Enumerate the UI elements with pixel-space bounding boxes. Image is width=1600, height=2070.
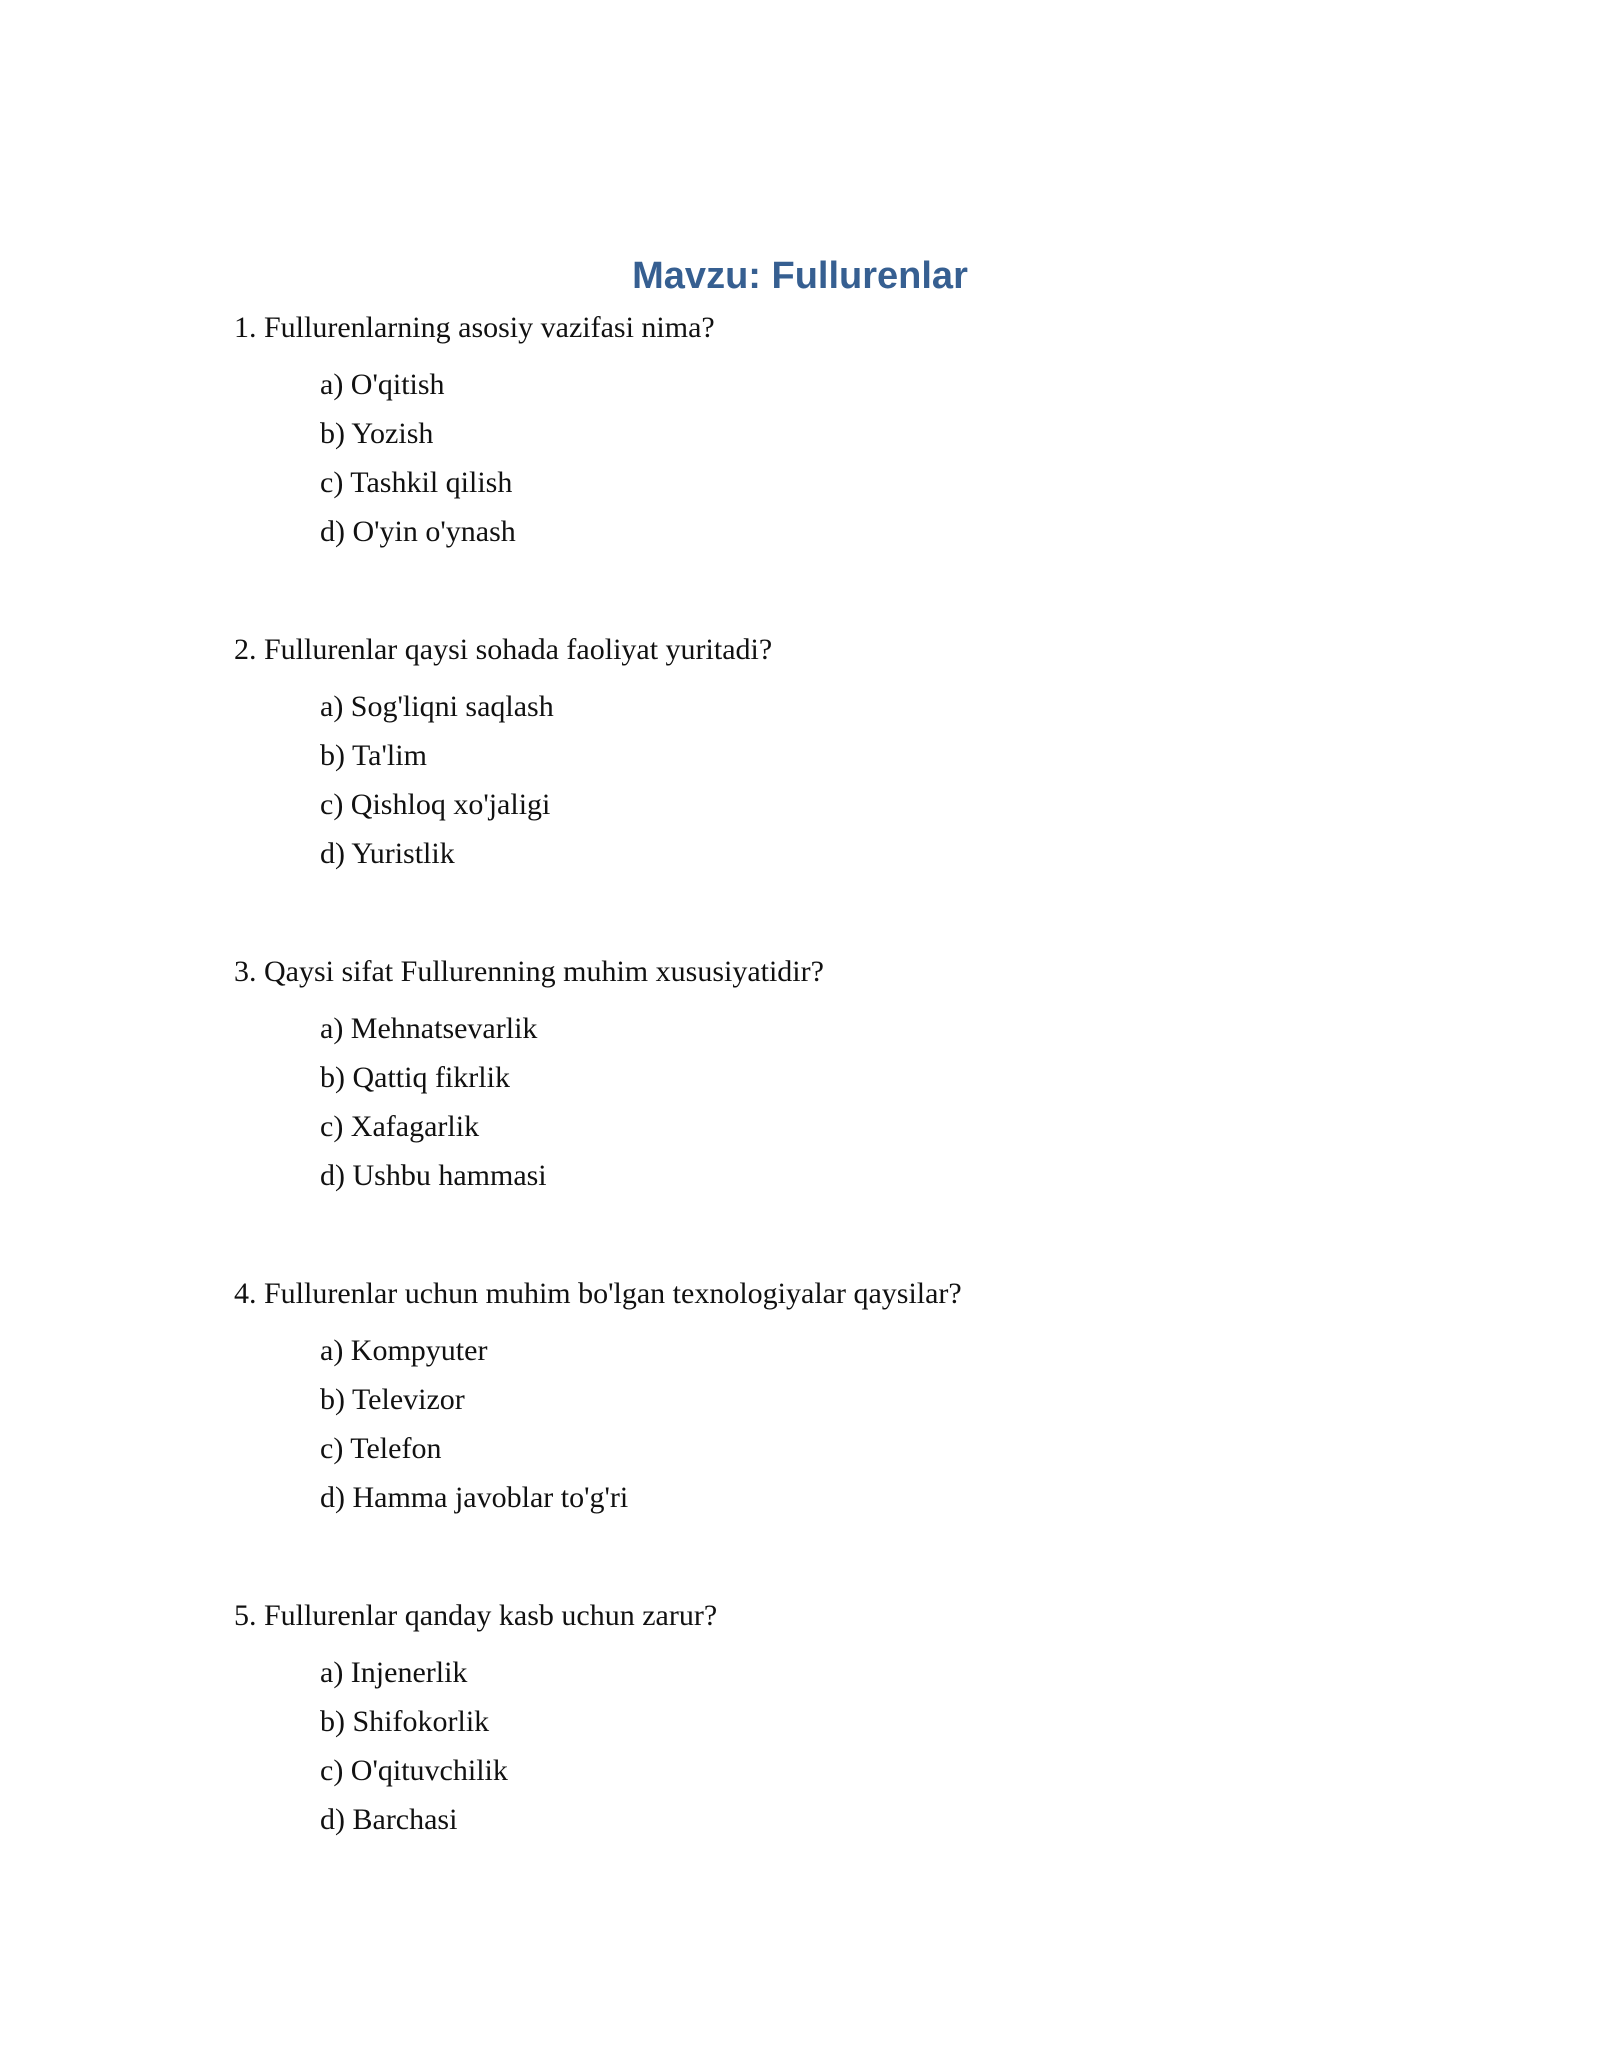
option-d: d) Ushbu hammasi bbox=[320, 1159, 547, 1192]
question-text: 5. Fullurenlar qanday kasb uchun zarur? bbox=[234, 1599, 718, 1632]
question-text: 4. Fullurenlar uchun muhim bo'lgan texnologiyalar qaysilar? bbox=[234, 1277, 962, 1310]
question-4 bbox=[234, 1276, 1434, 1598]
question-3 bbox=[234, 954, 1434, 1276]
option-a: a) O'qitish bbox=[320, 368, 445, 401]
option-list bbox=[320, 1011, 1434, 1194]
page-title: Mavzu: Fullurenlar bbox=[632, 255, 968, 297]
question-5 bbox=[234, 1598, 1434, 1920]
option-d: d) Hamma javoblar to'g'ri bbox=[320, 1481, 629, 1514]
option-c: c) O'qituvchilik bbox=[320, 1754, 508, 1787]
question-1 bbox=[234, 310, 1434, 632]
question-list bbox=[234, 310, 1434, 1920]
option-a: a) Sog'liqni saqlash bbox=[320, 690, 554, 723]
option-d: d) Barchasi bbox=[320, 1803, 458, 1836]
option-a: a) Mehnatsevarlik bbox=[320, 1012, 538, 1045]
option-a: a) Injenerlik bbox=[320, 1656, 468, 1689]
option-c: c) Telefon bbox=[320, 1432, 442, 1465]
question-text: 2. Fullurenlar qaysi sohada faoliyat yuritadi? bbox=[234, 633, 773, 666]
option-c: c) Tashkil qilish bbox=[320, 466, 513, 499]
option-b: b) Yozish bbox=[320, 417, 434, 450]
question-text: 1. Fullurenlarning asosiy vazifasi nima? bbox=[234, 311, 715, 344]
option-b: b) Ta'lim bbox=[320, 739, 427, 772]
option-d: d) O'yin o'ynash bbox=[320, 515, 516, 548]
option-list bbox=[320, 689, 1434, 872]
option-a: a) Kompyuter bbox=[320, 1334, 488, 1367]
option-b: b) Shifokorlik bbox=[320, 1705, 490, 1738]
option-b: b) Televizor bbox=[320, 1383, 465, 1416]
option-list bbox=[320, 1655, 1434, 1838]
option-d: d) Yuristlik bbox=[320, 837, 455, 870]
question-text: 3. Qaysi sifat Fullurenning muhim xususiyatidir? bbox=[234, 955, 824, 988]
question-2 bbox=[234, 632, 1434, 954]
option-b: b) Qattiq fikrlik bbox=[320, 1061, 510, 1094]
option-list bbox=[320, 367, 1434, 550]
option-c: c) Xafagarlik bbox=[320, 1110, 480, 1143]
option-list bbox=[320, 1333, 1434, 1516]
option-c: c) Qishloq xo'jaligi bbox=[320, 788, 551, 821]
